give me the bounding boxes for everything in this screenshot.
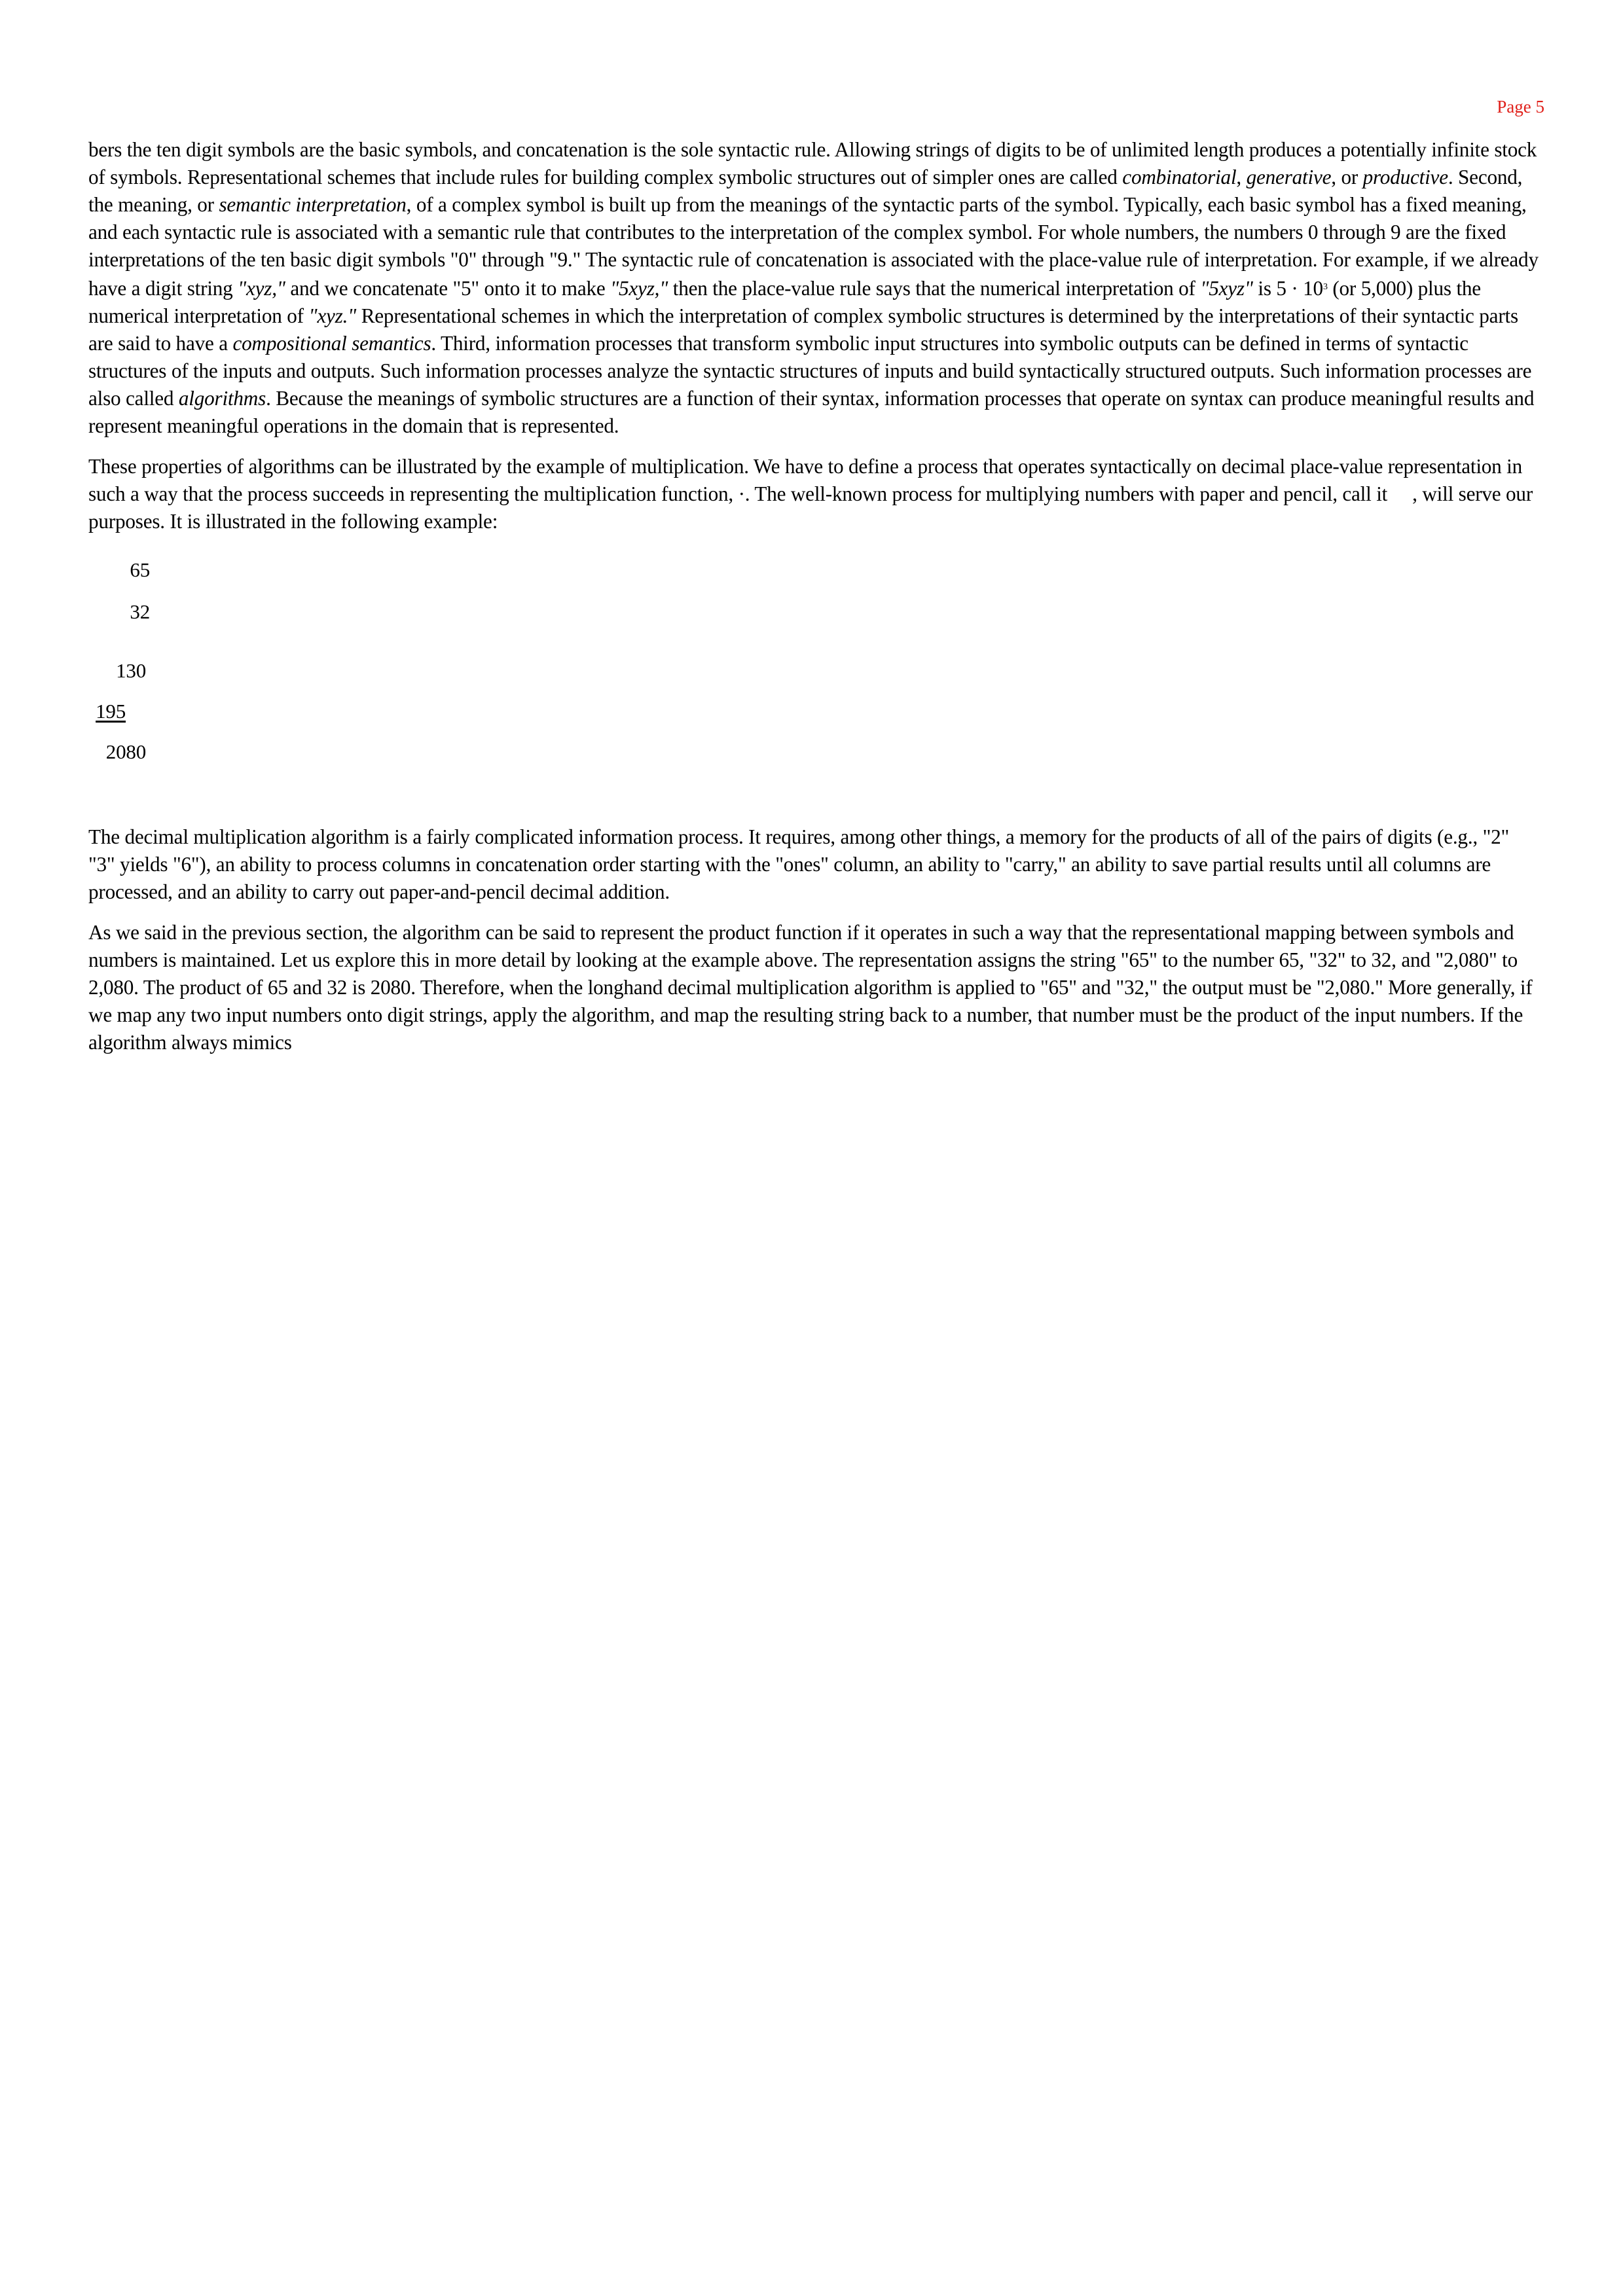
p1-text-11: . Third, information processes that transform symbolic input structures into symbolic outputs can be defined in terms of syntactic structures of the inputs and outputs. Such information processes analyze the syntactic structures of inputs and build syntactically structured outputs. Such information processes are also called: [88, 332, 1532, 410]
term-generative: generative: [1246, 166, 1332, 188]
document-body: [88, 136, 1542, 1069]
p1-text-1: bers the ten digit symbols are the basic symbols, and concatenation is the sole syntactic rule. Allowing strings of digits to be of unlimited length produces a potentially infinite stock of symbols. Representational schemes that include rules for building complex symbolic structures out of simpler ones are called: [88, 138, 1537, 188]
p1-text-12: . Because the meanings of symbolic structures are a function of their syntax, information processes that operate on syntax can produce meaningful results and represent meaningful operations in the domain that is represented.: [88, 387, 1535, 437]
paragraph-1: [88, 136, 1542, 440]
exponent: 3: [1322, 282, 1328, 292]
paragraph-2: These properties of algorithms can be illustrated by the example of multiplication. We have to define a process that operates syntactically on decimal place-value representation in such a way that the process succeeds in representing the multiplication function, ·. The well-known process for multiplying numbers with paper and pencil, call it , will serve our purposes. It is illustrated in the following example:: [88, 455, 1538, 533]
p1-text-4: . Second, the meaning, or: [88, 166, 1523, 216]
term-productive: productive: [1362, 166, 1448, 188]
multiplier: 32: [130, 600, 150, 623]
paragraph-3: The decimal multiplication algorithm is a fairly complicated information process. It requires, among other things, a memory for the products of all of the pairs of digits (e.g., "2" "3" yields "6"), an ability to process columns in concatenation order starting with the "ones" column, an ability to "carry," an ability to save partial results until all columns are processed, and an ability to carry out paper-and-pencil decimal addition.: [88, 825, 1539, 903]
p1-text-9: (or 5,000) plus the numerical interpretation of: [88, 277, 1481, 327]
symbol-xyz: "xyz,": [238, 277, 285, 300]
multiplication-example: [88, 548, 1542, 804]
product: 2080: [105, 740, 146, 763]
p1-text-2: ,: [1236, 166, 1247, 188]
term-combinatorial: combinatorial: [1122, 166, 1237, 188]
p1-text-6: and we concatenate "5" onto it to make: [285, 277, 611, 300]
p1-text-5: , of a complex symbol is built up from the meanings of the syntactic parts of the symbol. Typically, each basic symbol has a fixed meaning, and each syntactic rule is associated with a semantic rule that contributes to the interpretation of the complex symbol. For whole numbers, the numbers 0 through 9 are the fixed interpretations of the ten basic digit symbols "0" through "9." The syntactic rule of concatenation is associated with the place-value rule of interpretation. For example, if we already have a digit string: [88, 193, 1539, 300]
term-semantic-interpretation: semantic interpretation: [219, 193, 407, 216]
paragraph-4: As we said in the previous section, the algorithm can be said to represent the product function if it operates in such a way that the representational mapping between symbols and numbers is maintained. Let us explore this in more detail by looking at the example above. The representation assigns the string "65" to the number 65, "32" to 32, and "2,080" to 2,080. The product of 65 and 32 is 2080. Therefore, when the longhand decimal multiplication algorithm is applied to "65" and "32," the output must be "2,080." More generally, if we map any two input numbers onto digit strings, apply the algorithm, and map the resulting string back to a number, that number must be the product of the input numbers. If the algorithm always mimics: [88, 921, 1533, 1054]
p1-text-7: then the place-value rule says that the numerical interpretation of: [668, 277, 1201, 300]
symbol-xyz-2: "xyz.": [308, 304, 357, 327]
partial-product-2: 195: [96, 700, 126, 723]
partial-product-1: 130: [116, 659, 146, 682]
symbol-5xyz: "5xyz,": [610, 277, 668, 300]
multiplicand: 65: [130, 558, 150, 581]
p1-text-10: Representational schemes in which the interpretation of complex symbolic structures is determined by the interpretations of their syntactic parts are said to have a: [88, 304, 1518, 355]
page-number: Page 5: [1497, 97, 1544, 117]
p1-text-8: is 5 · 10: [1252, 277, 1323, 300]
term-compositional-semantics: compositional semantics: [232, 332, 431, 355]
term-algorithms: algorithms: [178, 387, 266, 410]
p1-text-3: , or: [1331, 166, 1363, 188]
symbol-5xyz-2: "5xyz": [1200, 277, 1253, 300]
